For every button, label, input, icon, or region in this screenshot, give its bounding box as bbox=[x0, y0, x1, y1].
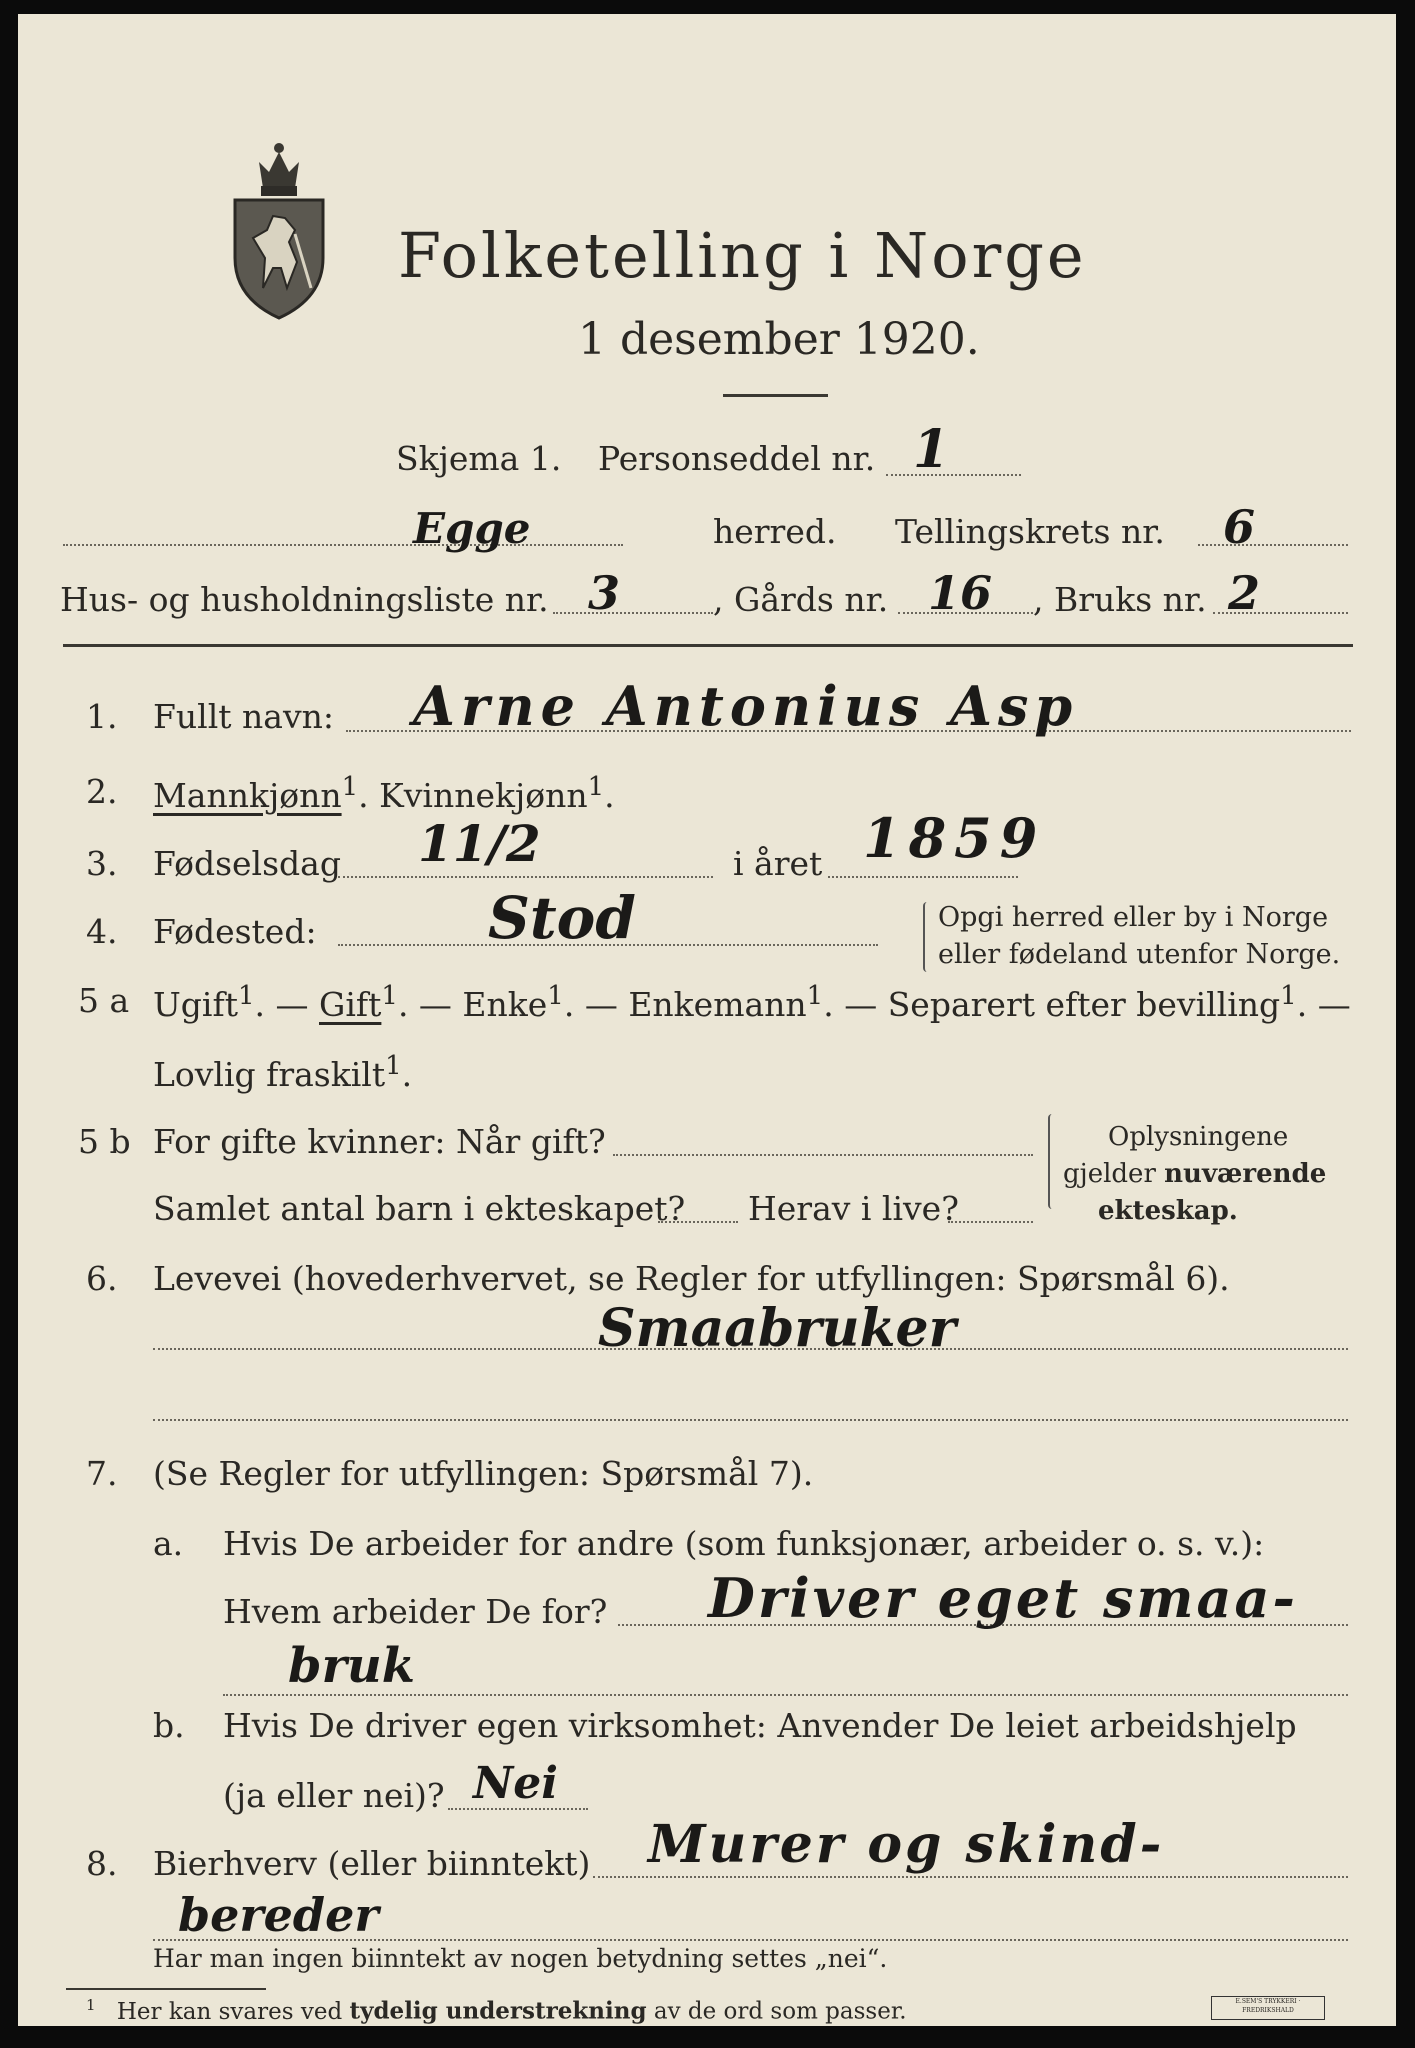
tellingskrets-label: Tellingskrets nr. bbox=[895, 512, 1165, 551]
q1-label: Fullt navn: bbox=[153, 697, 334, 736]
q7b-text: Hvis De driver egen virksomhet: Anvender De leiet arbeidshjelp bbox=[223, 1706, 1297, 1745]
q2-options: Mannkjønn$^1$. Kvinnekjønn$^1$. bbox=[153, 772, 615, 815]
q7-number: 7. bbox=[86, 1454, 118, 1493]
husliste-label: Hus- og husholdningsliste nr. bbox=[60, 580, 549, 619]
q5a-options: Ugift$^1$. — Gift$^1$. — Enke$^1$. — Enkemann$^1$. — Separert efter bevilling$^1$. — bbox=[153, 981, 1351, 1024]
q3-year-label: i året bbox=[733, 844, 823, 883]
q7-label: (Se Regler for utfyllingen: Spørsmål 7). bbox=[153, 1454, 814, 1493]
skjema-label: Skjema 1. bbox=[396, 439, 562, 478]
q5b-note-line2: gjelder nuværende bbox=[1063, 1159, 1327, 1189]
q3-year-value[interactable]: 1859 bbox=[863, 806, 1046, 870]
q5b-note-line3: ekteskap. bbox=[1098, 1196, 1238, 1226]
q7b-question: (ja eller nei)? bbox=[223, 1776, 445, 1815]
q5b-note-brace bbox=[1048, 1114, 1056, 1209]
q6-occupation-value[interactable]: Smaabruker bbox=[598, 1298, 957, 1359]
q7a-employer-value-2[interactable]: bruk bbox=[288, 1638, 416, 1694]
personseddel-line bbox=[886, 474, 1021, 476]
q6-line-2 bbox=[153, 1419, 1348, 1421]
option-separert[interactable]: Separert efter bevilling bbox=[887, 985, 1281, 1024]
q7b-answer-value[interactable]: Nei bbox=[473, 1758, 558, 1809]
tellingskrets-line bbox=[1198, 544, 1348, 546]
option-gift[interactable]: Gift bbox=[319, 985, 382, 1024]
header-rule bbox=[63, 644, 1353, 647]
q5b-alive-label: Herav i live? bbox=[748, 1189, 959, 1228]
q7a-question: Hvem arbeider De for? bbox=[223, 1592, 608, 1631]
q6-label: Levevei (hovederhvervet, se Regler for utfyllingen: Spørsmål 6). bbox=[153, 1259, 1230, 1298]
q5b-label: For gifte kvinner: Når gift? bbox=[153, 1122, 606, 1161]
herred-label: herred. bbox=[713, 512, 837, 551]
q7a-text: Hvis De arbeider for andre (som funksjonær, arbeider o. s. v.): bbox=[223, 1524, 1265, 1563]
q3-year-line bbox=[828, 876, 1018, 878]
husliste-line bbox=[553, 612, 713, 614]
norwegian-coat-of-arms-icon bbox=[223, 138, 335, 320]
q3-day-line bbox=[338, 876, 713, 878]
option-enke[interactable]: Enke bbox=[462, 985, 548, 1024]
q4-note-line2: eller fødeland utenfor Norge. bbox=[938, 939, 1341, 970]
q1-number: 1. bbox=[86, 697, 118, 736]
q4-note-brace bbox=[923, 902, 931, 972]
page-title: Folketelling i Norge bbox=[398, 219, 1087, 292]
q8-side-income-value-2[interactable]: bereder bbox=[178, 1888, 379, 1942]
footnote-rule bbox=[66, 1988, 266, 1990]
q3-label: Fødselsdag bbox=[153, 844, 341, 883]
q7a-letter: a. bbox=[153, 1524, 184, 1563]
q3-number: 3. bbox=[86, 844, 118, 883]
option-mannkjonn[interactable]: Mannkjønn bbox=[153, 776, 342, 815]
personseddel-value[interactable]: 1 bbox=[913, 419, 950, 480]
q5b-children-label: Samlet antal barn i ekteskapet? bbox=[153, 1189, 686, 1228]
q4-note-line1: Opgi herred eller by i Norge bbox=[938, 902, 1329, 933]
q6-number: 6. bbox=[86, 1259, 118, 1298]
q8-label: Bierhverv (eller biinntekt) bbox=[153, 1844, 591, 1883]
q1-full-name-value[interactable]: Arne Antonius Asp bbox=[413, 674, 1079, 738]
q4-label: Fødested: bbox=[153, 912, 317, 951]
option-enkemann[interactable]: Enkemann bbox=[628, 985, 807, 1024]
q5b-note-line1: Oplysningene bbox=[1108, 1122, 1289, 1152]
bruks-label: , Bruks nr. bbox=[1033, 580, 1207, 619]
bruks-value[interactable]: 2 bbox=[1228, 566, 1261, 620]
q5b-alive-line bbox=[948, 1221, 1033, 1223]
tellingskrets-value[interactable]: 6 bbox=[1223, 500, 1256, 554]
option-ugift[interactable]: Ugift bbox=[153, 985, 238, 1024]
footnote-mark: 1 bbox=[86, 1996, 96, 2014]
q5b-number: 5 b bbox=[78, 1122, 131, 1161]
husliste-value[interactable]: 3 bbox=[588, 566, 621, 620]
q5a-number: 5 a bbox=[78, 981, 130, 1020]
gards-value[interactable]: 16 bbox=[928, 566, 993, 620]
census-date: 1 desember 1920. bbox=[578, 314, 980, 365]
herred-line-1 bbox=[63, 544, 623, 546]
q3-birthday-value[interactable]: 11/2 bbox=[418, 814, 541, 873]
option-kvinnekjonn[interactable]: Kvinnekjønn bbox=[379, 776, 588, 815]
q8-note: Har man ingen biinntekt av nogen betydning settes „nei“. bbox=[153, 1944, 888, 1973]
gards-label: , Gårds nr. bbox=[713, 580, 889, 619]
q7b-letter: b. bbox=[153, 1706, 185, 1745]
q7a-employer-value-1[interactable]: Driver eget smaa- bbox=[708, 1566, 1298, 1630]
printer-stamp: E.SEM'S TRYKKERI · FREDRIKSHALD bbox=[1211, 1996, 1325, 2020]
q4-birthplace-value[interactable]: Stod bbox=[488, 884, 636, 952]
census-form-page bbox=[18, 14, 1396, 2026]
q4-number: 4. bbox=[86, 912, 118, 951]
footnote: $^1$ Her kan svares ved tydelig understrekning av de ord som passer. bbox=[86, 1996, 907, 2025]
title-divider bbox=[723, 394, 828, 397]
q5b-children-line bbox=[658, 1221, 738, 1223]
option-lovlig-fraskilt[interactable]: Lovlig fraskilt bbox=[153, 1055, 386, 1094]
q8-number: 8. bbox=[86, 1844, 118, 1883]
q8-line-1 bbox=[593, 1876, 1348, 1878]
q2-number: 2. bbox=[86, 772, 118, 811]
personseddel-label: Personseddel nr. bbox=[598, 439, 876, 478]
q5b-married-line bbox=[613, 1154, 1033, 1156]
q8-side-income-value-1[interactable]: Murer og skind- bbox=[648, 1814, 1165, 1875]
q5a-options-line2: Lovlig fraskilt$^1$. bbox=[153, 1051, 413, 1094]
q7a-line-2 bbox=[223, 1694, 1348, 1696]
herred-value[interactable]: Egge bbox=[413, 504, 531, 553]
